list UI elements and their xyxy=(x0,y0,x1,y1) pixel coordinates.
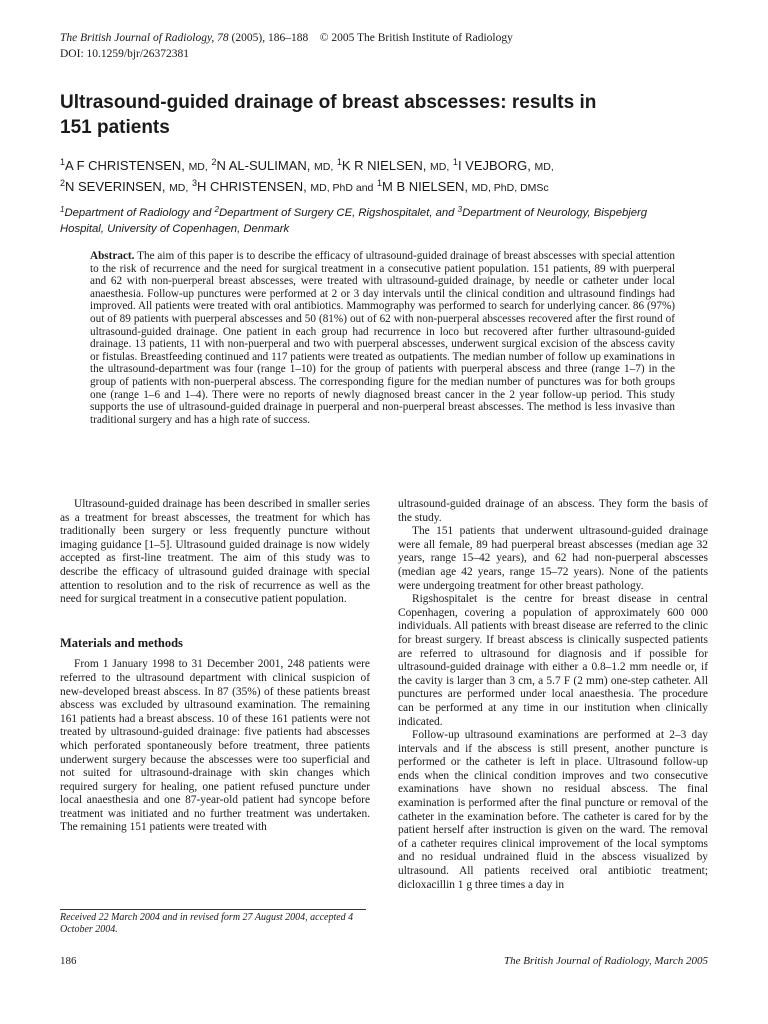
author-line xyxy=(60,177,720,198)
author-degree: MD, PhD, DMSc xyxy=(471,182,549,194)
author-degree: MD, xyxy=(430,161,450,173)
article-title xyxy=(60,90,710,140)
affiliation-marker: 2 xyxy=(211,157,217,167)
affiliation-marker: 3 xyxy=(457,205,463,214)
author-name: M B NIELSEN, xyxy=(382,179,469,194)
section-heading: Materials and methods xyxy=(60,635,183,650)
affiliation-line xyxy=(60,205,720,221)
author-degree: MD, PhD and xyxy=(310,182,374,194)
affiliation-marker: 3 xyxy=(191,178,197,188)
affiliation-text: Department of Radiology and xyxy=(64,207,215,219)
author-name: N SEVERINSEN, xyxy=(65,179,166,194)
intro-paragraph: Ultrasound-guided drainage has been described in smaller series as a treatment for breast abscesses, the treatment for which has traditionally been surgery or less frequently puncture without imaging guidance [1–5]. Ultrasound guided drainage is now widely accepted as first-line treatment. The aim of this study was to describe the efficacy of ultrasound guided drainage with special attention to resolution and to the risk of recurrence as well as the need for surgical treatment in a consecutive patient population. xyxy=(60,498,370,606)
copyright-notice: © 2005 The British Institute of Radiology xyxy=(319,32,513,44)
author-degree: MD, xyxy=(188,161,208,173)
journal-header xyxy=(60,30,710,62)
methods-paragraph: From 1 January 1998 to 31 December 2001, 248 patients were referred to the ultrasound department with clinical suspicion of new-developed breast abscess. In 87 (35%) of these patients breast abscess was excluded by ultrasound examination. The remaining 161 patients had a breast abscess. 10 of these 161 patients were not treated by ultrasound-guided drainage: five patients had abscesses which perforated spontaneously before treatment, three patients underwent surgery because the abscesses were too superficial and not suited for ultrasound-drainage with skin changes which required surgery for healing, one patient refused puncture under local anaesthesia and one 87-year-old patient had syncope before treatment was initiated and no further treatment was undertaken. The remaining 151 patients were treated with xyxy=(60,658,370,834)
citation-line xyxy=(60,30,710,46)
abstract xyxy=(90,250,675,426)
body-paragraph: ultrasound-guided drainage of an abscess. They form the basis of the study. xyxy=(398,498,708,524)
footer-journal: The British Journal of Radiology, March 2005 xyxy=(504,955,708,967)
journal-name: The British Journal of Radiology, xyxy=(60,32,215,44)
author-name: I VEJBORG, xyxy=(457,158,531,173)
right-column xyxy=(398,498,708,892)
affiliation-marker: 1 xyxy=(60,205,65,214)
author-degree: MD, xyxy=(169,182,189,194)
affiliation-text: Department of Surgery CE, Rigshospitalet, and xyxy=(219,207,458,219)
author-list xyxy=(60,156,720,198)
abstract-label: Abstract. xyxy=(90,250,135,262)
affiliation-marker: 1 xyxy=(377,178,383,188)
journal-volume: 78 xyxy=(217,32,229,44)
affiliation-marker: 2 xyxy=(214,205,219,214)
author-name: K R NIELSEN, xyxy=(341,158,427,173)
body-paragraph: Rigshospitalet is the centre for breast disease in central Copenhagen, covering a population of approximately 600 000 individuals. All patients with breast disease are referred to the clinic for breast surgery. If breast abscess is clinically suspected patients are referred to ultrasound for diagnosis and if possible for ultrasound-guided drainage with either a 0.8–1.2 mm needle or, if the cavity is larger than 3 cm, a 5.7 F (2 mm) one-step catheter. All punctures are performed under local anaesthesia. The procedure can be performed at any time in our institution when clinically indicated. xyxy=(398,593,708,728)
footnote-divider xyxy=(60,909,366,910)
author-name: H CHRISTENSEN, xyxy=(196,179,307,194)
title-line: 151 patients xyxy=(60,117,170,138)
affiliations xyxy=(60,205,720,237)
affiliation-marker: 2 xyxy=(60,178,66,188)
affiliation-line: Hospital, University of Copenhagen, Denmark xyxy=(60,223,290,235)
author-degree: MD, xyxy=(314,161,334,173)
affiliation-text: Department of Neurology, Bispebjerg xyxy=(462,207,648,219)
page-number: 186 xyxy=(60,955,77,967)
author-line xyxy=(60,156,720,177)
left-column xyxy=(60,498,370,835)
received-footnote: Received 22 March 2004 and in revised form 27 August 2004, accepted 4 October 2004. xyxy=(60,912,354,935)
doi: DOI: 10.1259/bjr/26372381 xyxy=(60,48,190,60)
affiliation-marker: 1 xyxy=(60,157,66,167)
affiliation-marker: 1 xyxy=(336,157,342,167)
affiliation-marker: 1 xyxy=(452,157,458,167)
abstract-text: The aim of this paper is to describe the efficacy of ultrasound-guided drainage of breast abscesses with special attention to the risk of recurrence and the need for surgical treatment in a consecutive patient population. 151 patients, 89 with puerperal and 62 with non-puerperal breast abscesses, were treated with ultrasound-guided drainage, by needle or catheter under local anaesthesia. Follow-up punctures were performed at 2 or 3 day intervals until the clinical condition and ultrasound findings had improved. All patients were treated with oral antibiotics. Mammography was performed to search for underlying cancer. 86 (97%) out of 89 patients with puerperal abscesses and 50 (81%) out of 62 with non-puerperal abscesses recovered after the first round of ultrasound-guided drainage. One patient in each group had recurrence in loco but recovered after further ultrasound-guided drainage. 13 patients, 11 with non-puerperal and two with puerperal abscesses, underwent surgical excision of the abscess cavity or fistulas. Breastfeeding continued and 117 patients were treated as outpatients. The median number of follow up examinations in the ultrasound-department was four (range 1–10) for the group of patients with puerperal abscess and three (range 1–7) in the group of patients with non-puerperal abscess. The corresponding figure for the median number of punctures was for both groups one (range 1–6 and 1–4). There were no reports of newly diagnosed breast cancer in the 2 year follow-up period. This study supports the use of ultrasound-guided drainage in puerperal and non-puerperal breast abscesses. The method is less invasive than traditional surgery and has a high rate of success. xyxy=(90,250,675,426)
author-name: N AL-SULIMAN, xyxy=(216,158,311,173)
journal-year-pages: (2005), 186–188 xyxy=(231,32,309,44)
author-degree: MD, xyxy=(534,161,554,173)
author-name: A F CHRISTENSEN, xyxy=(65,158,185,173)
title-line: Ultrasound-guided drainage of breast abscesses: results in xyxy=(60,92,597,113)
body-paragraph: Follow-up ultrasound examinations are performed at 2–3 day intervals and if the abscess is still present, another puncture is performed or the catheter is left in place. Ultrasound follow-up ends when the clinical condition improves and two consecutive examinations have shown no residual abscess. The final examination is performed after the final puncture or removal of the catheter in the examination before. The catheter is cared for by the patient herself after instruction is given on the ward. The removal of a catheter requires clinical improvement of the local symptoms and no residual undrained fluid in the abscess visualized by ultrasound. All patients received oral antibiotic treatment; dicloxacillin 1 g three times a day in xyxy=(398,729,708,891)
body-paragraph: The 151 patients that underwent ultrasound-guided drainage were all female, 89 had puerperal breast abscesses (median age 32 years, range 15–42 years), and 62 had non-puerperal abscesses (median age 42 years, range 15–72 years). None of the patients were undergoing treatment for other breast pathology. xyxy=(398,525,708,592)
